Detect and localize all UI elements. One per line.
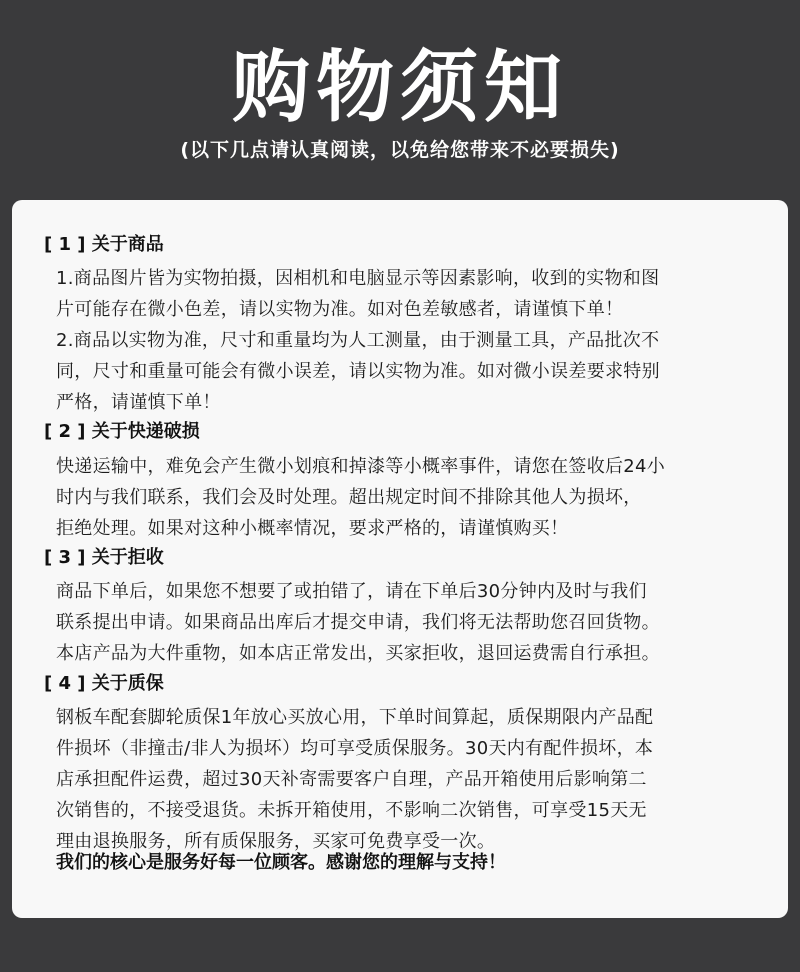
text-line: 同，尺寸和重量可能会有微小误差，请以实物为准。如对微小误差要求特别 [56, 361, 660, 382]
text-line: 2.商品以实物为准，尺寸和重量均为人工测量，由于测量工具，产品批次不 [56, 330, 660, 351]
text-line: 钢板车配套脚轮质保1年放心买放心用，下单时间算起，质保期限内产品配 [56, 707, 654, 728]
text-line: 店承担配件运费，超过30天补寄需要客户自理，产品开箱使用后影响第二 [56, 769, 647, 790]
section-body-warranty [56, 702, 772, 857]
section-heading-warranty: [ 4 ] 关于质保 [44, 673, 164, 694]
text-line: 次销售的，不接受退货。未拆开箱使用，不影响二次销售，可享受15天无 [56, 800, 647, 821]
notice-card [12, 200, 788, 918]
text-line: 商品下单后，如果您不想要了或拍错了，请在下单后30分钟内及时与我们 [56, 581, 647, 602]
text-line: 本店产品为大件重物，如本店正常发出，买家拒收，退回运费需自行承担。 [56, 643, 660, 664]
section-body-shipping-damage [56, 451, 772, 544]
section-body-refusal [56, 576, 772, 669]
text-line: 件损坏（非撞击/非人为损坏）均可享受质保服务。30天内有配件损坏，本 [56, 738, 654, 759]
text-line: 严格，请谨慎下单！ [56, 392, 221, 413]
section-heading-refusal: [ 3 ] 关于拒收 [44, 547, 164, 568]
text-line: 理由退换服务，所有质保服务，买家可免费享受一次。 [56, 831, 496, 852]
page-title: 购物须知 [231, 43, 568, 133]
text-line: 快递运输中，难免会产生微小划痕和掉漆等小概率事件，请您在签收后24小 [56, 456, 666, 477]
section-heading-product: [ 1 ] 关于商品 [44, 234, 164, 255]
section-heading-shipping-damage: [ 2 ] 关于快递破损 [44, 421, 200, 442]
text-line: 1.商品图片皆为实物拍摄，因相机和电脑显示等因素影响，收到的实物和图 [56, 268, 660, 289]
page-subtitle: (以下几点请认真阅读，以免给您带来不必要损失) [180, 139, 620, 161]
text-line: 片可能存在微小色差，请以实物为准。如对色差敏感者，请谨慎下单！ [56, 299, 624, 320]
closing-statement: 我们的核心是服务好每一位顾客。感谢您的理解与支持！ [56, 852, 506, 873]
text-line: 拒绝处理。如果对这种小概率情况，要求严格的，请谨慎购买！ [56, 518, 569, 539]
text-line: 联系提出申请。如果商品出库后才提交申请，我们将无法帮助您召回货物。 [56, 612, 660, 633]
text-line: 时内与我们联系，我们会及时处理。超出规定时间不排除其他人为损坏， [56, 487, 642, 508]
section-body-product [56, 263, 772, 418]
